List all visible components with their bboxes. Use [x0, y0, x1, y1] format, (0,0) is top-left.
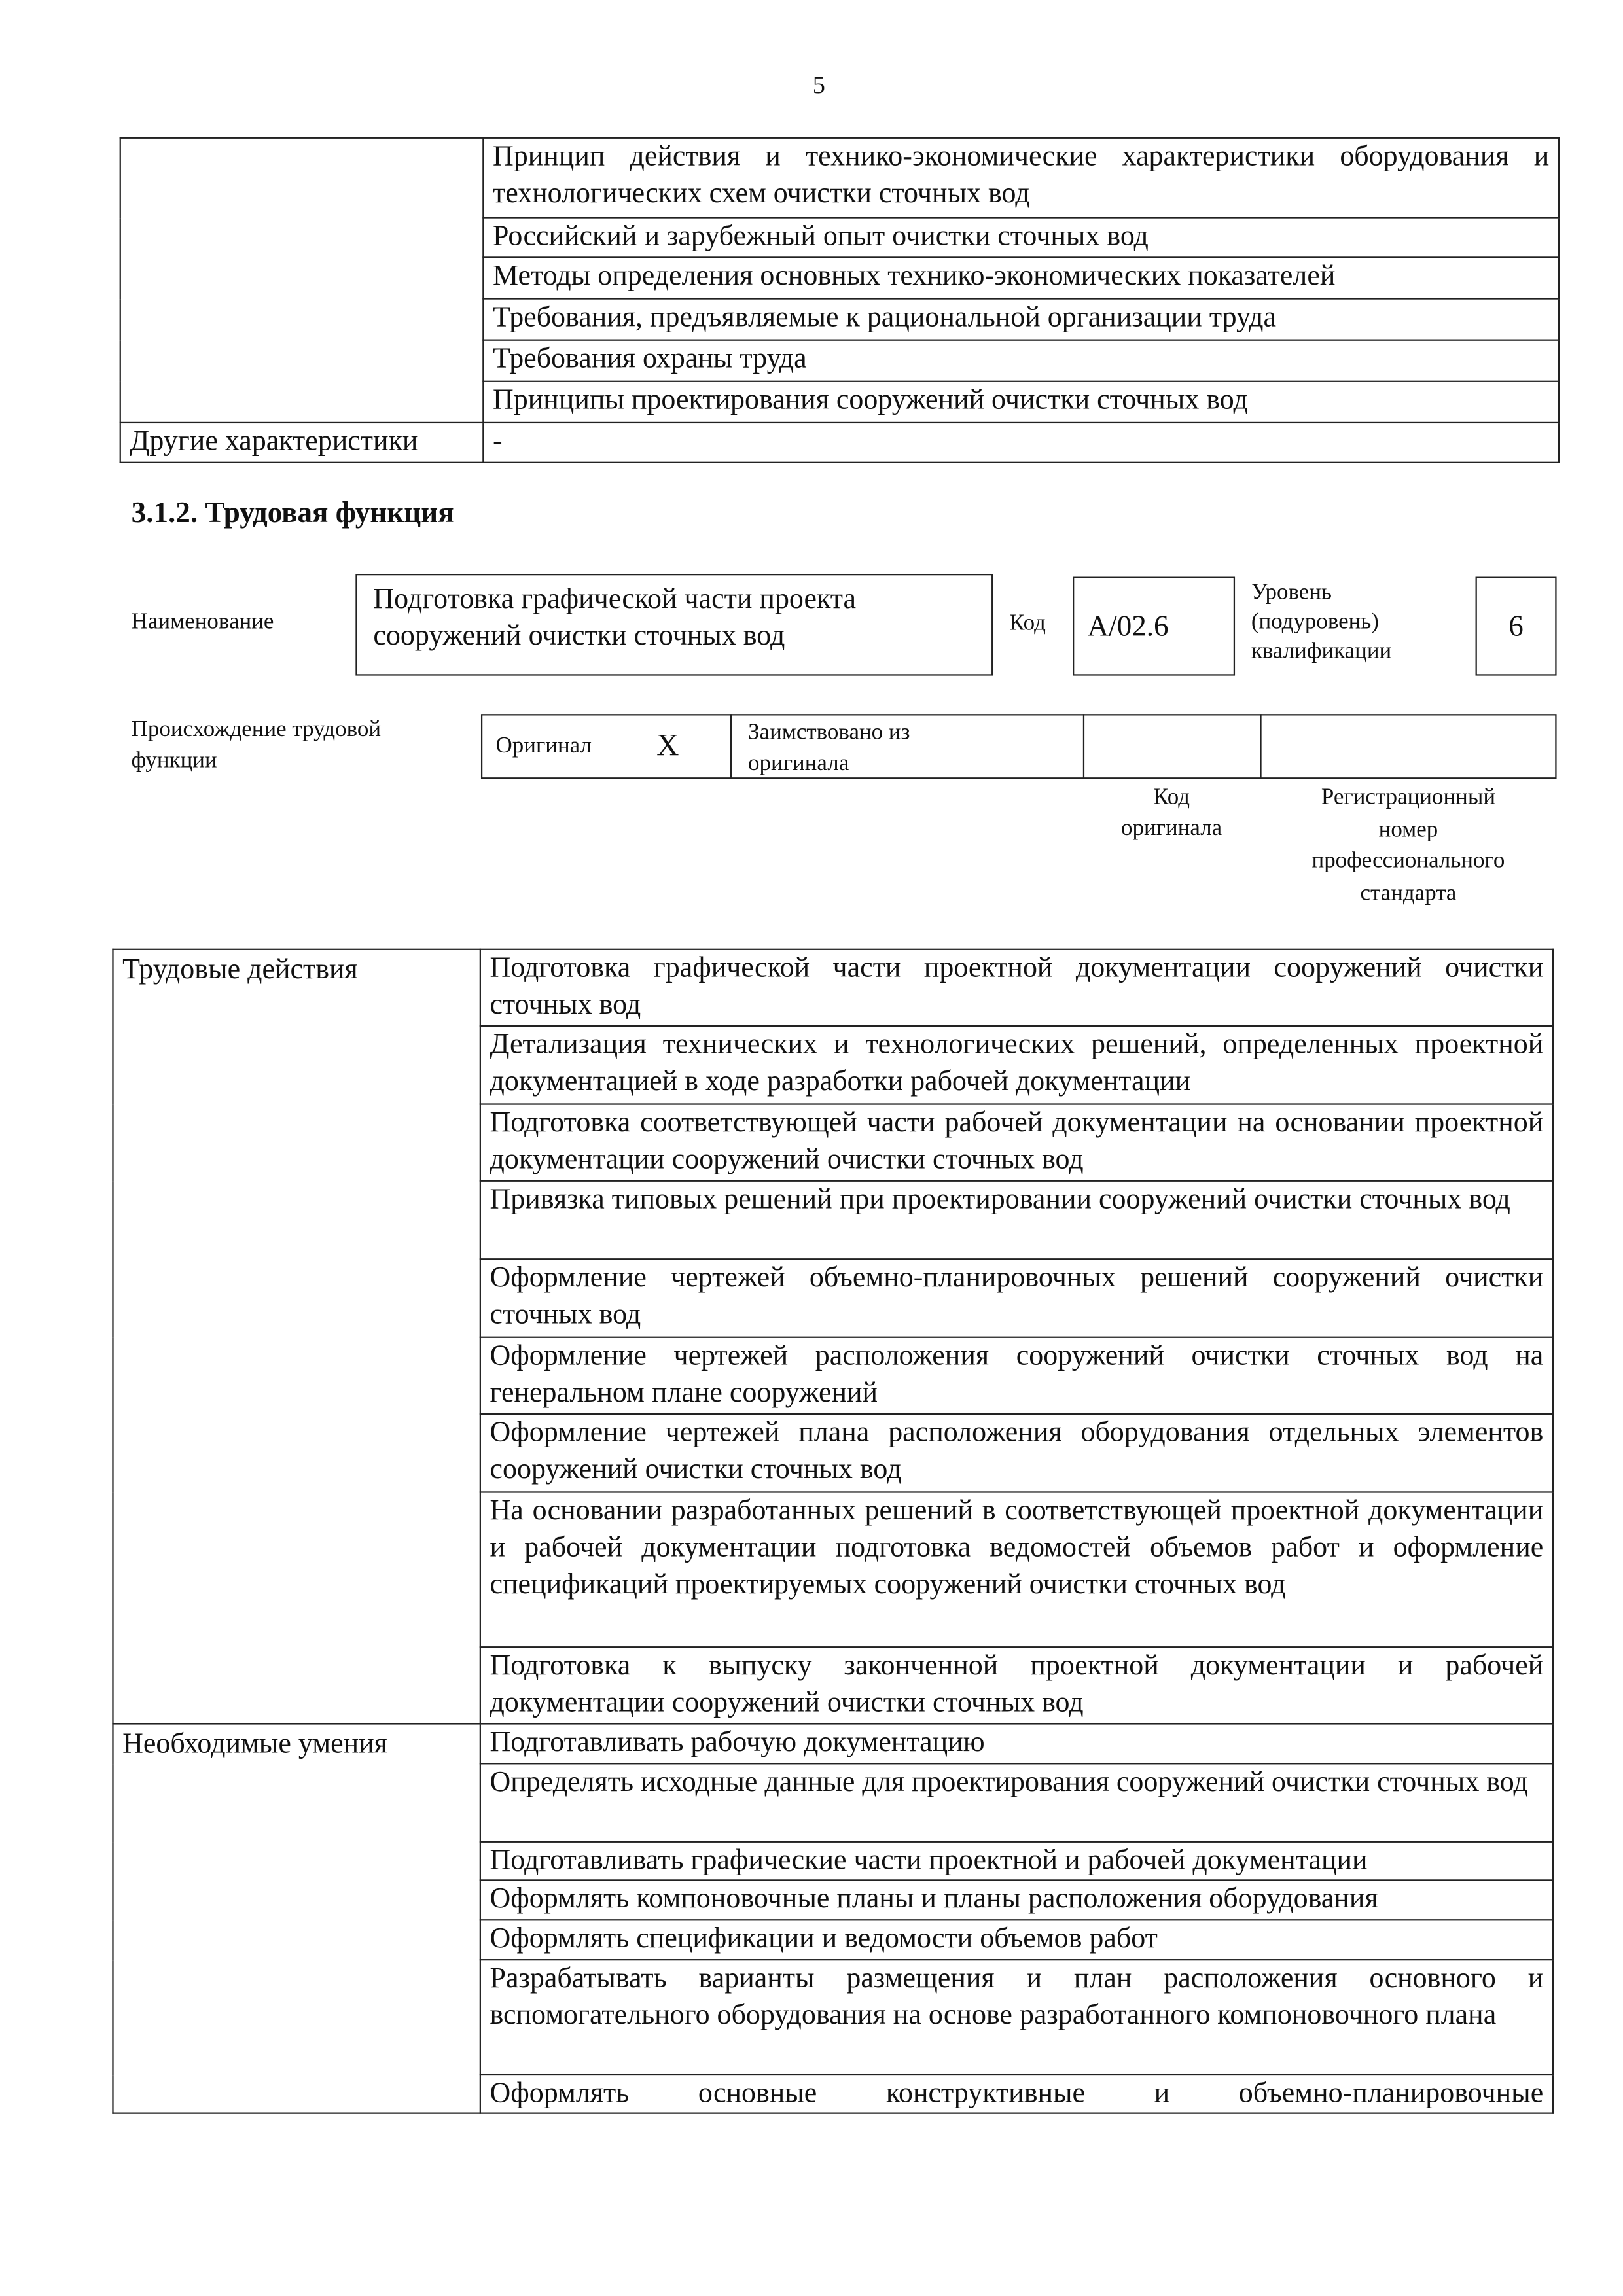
code-caption: [1083, 782, 1260, 844]
divider: [1083, 714, 1084, 779]
other-characteristics-label: Другие характеристики: [120, 423, 484, 463]
divider: [730, 714, 732, 779]
skill-item: Определять исходные данные для проектирования сооружений очистки сточных вод: [480, 1763, 1553, 1841]
reg-caption-line: стандарта: [1360, 879, 1457, 906]
function-name-value: Подготовка графической части проекта сооружений очистки сточных вод: [373, 584, 857, 652]
code-label: Код: [1009, 610, 1046, 636]
reg-caption-line: Регистрационный: [1321, 785, 1496, 810]
level-label-line: Уровень: [1251, 580, 1332, 605]
knowledge-item: Российский и зарубежный опыт очистки сточных вод: [483, 218, 1559, 258]
level-label: [1251, 578, 1391, 667]
action-item: Оформление чертежей плана расположения оборудования отдельных элементов сооружений очистки сточных вод: [480, 1414, 1553, 1492]
knowledge-item: Методы определения основных технико-экономических показателей: [483, 257, 1559, 298]
reg-caption: [1260, 782, 1556, 909]
knowledge-table: [120, 137, 1560, 463]
level-label-line: (подуровень): [1251, 609, 1379, 635]
function-name-box: [355, 574, 993, 676]
page-number: 5: [812, 71, 825, 99]
knowledge-label-cell: [120, 138, 484, 423]
function-table: [112, 949, 1554, 2114]
origin-label: [132, 714, 381, 776]
reg-caption-line: профессионального: [1311, 848, 1505, 874]
reg-caption-line: номер: [1378, 816, 1438, 842]
borrowed-label-line: оригинала: [748, 751, 849, 776]
skill-item: Оформлять основные конструктивные и объемно-планировочные: [480, 2075, 1553, 2113]
level-label-line: квалификации: [1251, 639, 1392, 664]
action-item: На основании разработанных решений в соответствующей проектной документации и рабочей документации подготовка ведомостей объемов работ и оформление спецификаций проектируемых сооружений очистки сточных вод: [480, 1492, 1553, 1647]
code-caption-line: оригинала: [1121, 815, 1222, 841]
name-label: Наименование: [131, 609, 274, 635]
section-heading: 3.1.2. Трудовая функция: [131, 497, 454, 530]
action-item: Подготовка соответствующей части рабочей документации на основании проектной документации сооружений очистки сточных вод: [480, 1104, 1553, 1181]
action-item: Подготовка к выпуску законченной проектной документации и рабочей документации сооружений очистки сточных вод: [480, 1647, 1553, 1723]
code-value-box: [1073, 577, 1235, 676]
action-item: Оформление чертежей расположения сооружений очистки сточных вод на генеральном плане сооружений: [480, 1337, 1553, 1414]
level-value: 6: [1508, 610, 1524, 643]
action-item: Привязка типовых решений при проектировании сооружений очистки сточных вод: [480, 1181, 1553, 1259]
code-value: А/02.6: [1087, 610, 1169, 643]
origin-label-line: функции: [131, 748, 217, 773]
borrowed-label-line: Заимствовано из: [748, 720, 910, 745]
divider: [1260, 714, 1261, 779]
skill-item: Разрабатывать варианты размещения и план расположения основного и вспомогательного оборудования на основе разработанного компоновочного плана: [480, 1960, 1553, 2075]
skill-item: Оформлять компоновочные планы и планы расположения оборудования: [480, 1880, 1553, 1920]
actions-label: Трудовые действия: [113, 949, 480, 1724]
other-characteristics-value: -: [483, 423, 1559, 463]
knowledge-item: Требования охраны труда: [483, 340, 1559, 381]
original-mark: X: [656, 727, 679, 763]
original-label: Оригинал: [495, 733, 592, 758]
borrowed-label: [748, 717, 910, 779]
action-item: Подготовка графической части проектной документации сооружений очистки сточных вод: [480, 949, 1553, 1026]
skill-item: Подготавливать рабочую документацию: [480, 1723, 1553, 1763]
code-caption-line: Код: [1153, 785, 1190, 810]
level-value-box: [1476, 577, 1557, 676]
action-item: Детализация технических и технологических решений, определенных проектной документацией в ходе разработки рабочей документации: [480, 1026, 1553, 1104]
knowledge-item: Принципы проектирования сооружений очистки сточных вод: [483, 381, 1559, 423]
origin-label-line: Происхождение трудовой: [131, 716, 382, 743]
origin-box: [481, 714, 1557, 779]
knowledge-item: Принцип действия и технико-экономические характеристики оборудования и технологических схем очистки сточных вод: [483, 138, 1559, 218]
skill-item: Оформлять спецификации и ведомости объемов работ: [480, 1920, 1553, 1960]
skills-label: Необходимые умения: [113, 1723, 480, 2113]
skill-item: Подготавливать графические части проектной и рабочей документации: [480, 1842, 1553, 1881]
action-item: Оформление чертежей объемно-планировочных решений сооружений очистки сточных вод: [480, 1259, 1553, 1337]
knowledge-item: Требования, предъявляемые к рациональной организации труда: [483, 299, 1559, 340]
